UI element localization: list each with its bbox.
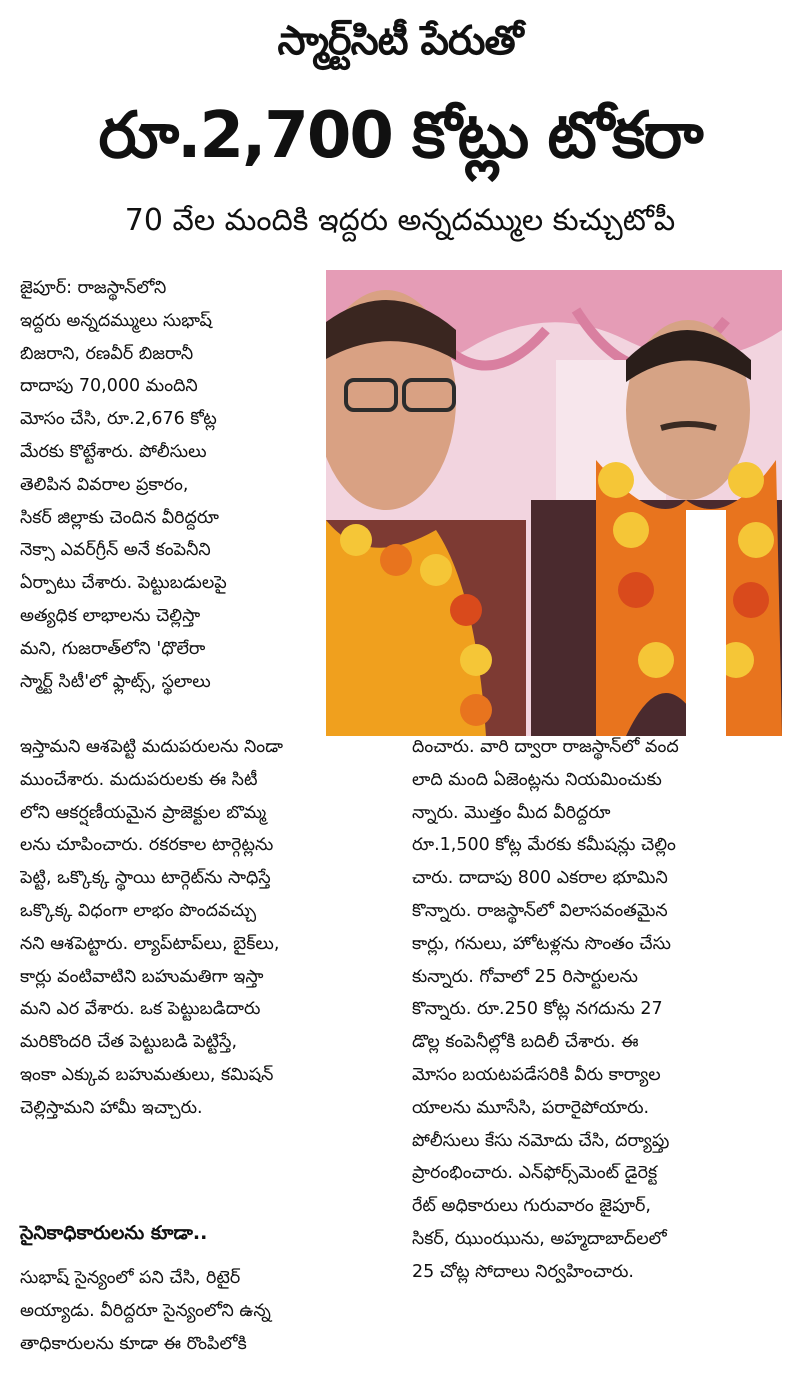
article-column-1-bottom (20, 1262, 398, 1360)
text-line: జైపూర్: రాజస్థాన్‌లోని (20, 278, 167, 298)
text-line: లాది మంది ఏజెంట్లను నియమించుకు (412, 769, 662, 790)
text-line: సికర్, ఝుంఝును, అహ్మదాబాద్‌లలో (412, 1228, 667, 1249)
text-line: రూ.1,500 కోట్ల మేరకు కమీషన్లు చెల్లిం (412, 835, 676, 856)
text-line: మని, గుజరాత్‌లోని 'ధొలేరా (20, 638, 206, 659)
text-line: యాలను మూసేసి, పరారైపోయారు. (412, 1097, 650, 1118)
text-line: ఇద్దరు అన్నదమ్ములు సుభాష్ (20, 310, 212, 331)
section-subheading: సైనికాధికారులను కూడా.. (20, 1222, 208, 1244)
article-column-1-top (20, 272, 320, 698)
text-line: నని ఆశపెట్టారు. ల్యాప్‌టాప్‌లు, బైక్‌లు, (20, 933, 280, 954)
text-line: చెల్లిస్తామని హామీ ఇచ్చారు. (20, 1097, 203, 1118)
text-line: ఇస్తామని ఆశపెట్టి మదుపరులను నిండా (20, 737, 283, 757)
photo-two-men-with-garlands (326, 270, 782, 736)
text-line: కొన్నారు. రూ.250 కోట్ల నగదును 27 (412, 999, 663, 1020)
text-line: ఇంకా ఎక్కువ బహుమతులు, కమిషన్ (20, 1064, 274, 1085)
article-column-1-wide (20, 731, 398, 1125)
text-line: చారు. దాదాపు 800 ఎకరాల భూమిని (412, 868, 668, 889)
text-line: దాదాపు 70,000 మందిని (20, 376, 198, 397)
text-line: ముంచేశారు. మదుపరులకు ఈ సిటీ (20, 769, 258, 790)
text-line: డొల్ల కంపెనీల్లోకి బదిలీ చేశారు. ఈ (412, 1032, 639, 1053)
text-line: పోలీసులు కేసు నమోదు చేసి, దర్యాప్తు (412, 1130, 670, 1151)
text-line: న్నారు. మొత్తం మీద వీరిద్దరూ (412, 802, 611, 823)
text-line: అయ్యాడు. వీరిద్దరూ సైన్యంలోని ఉన్న (20, 1300, 271, 1321)
text-line: కార్లు, గనులు, హోటళ్లను సొంతం చేసు (412, 933, 671, 954)
text-line: మోసం బయటపడేసరికి వీరు కార్యాల (412, 1064, 661, 1085)
text-line: మరికొందరి చేత పెట్టుబడి పెట్టిస్తే, (20, 1032, 238, 1053)
text-line: మేరకు కొట్టేశారు. పోలీసులు (20, 441, 207, 462)
headline-main: రూ.2,700 కోట్లు టోకరా (98, 99, 702, 173)
article-column-2 (412, 731, 782, 1289)
headline-kicker: స్మార్ట్‌సిటీ పేరుతో (277, 18, 523, 64)
text-line: లను చూపించారు. రకరకాల టార్గెట్లను (20, 835, 274, 856)
text-line: సికర్ జిల్లాకు చెందిన వీరిద్దరూ (20, 507, 219, 528)
text-line: రేట్ అధికారులు గురువారం జైపూర్, (412, 1196, 651, 1217)
text-line: తెలిపిన వివరాల ప్రకారం, (20, 474, 189, 495)
text-line: కార్లు వంటివాటిని బహుమతిగా ఇస్తా (20, 966, 264, 987)
headline-deck: 70 వేల మందికి ఇద్దరు అన్నదమ్ముల కుచ్చుటోపీ (124, 203, 676, 238)
text-line: నెక్సా ఎవర్‌గ్రీన్ అనే కంపెనీని (20, 540, 211, 561)
news-photo (326, 270, 782, 736)
text-line: 25 చోట్ల సోదాలు నిర్వహించారు. (412, 1261, 634, 1282)
text-line: ఒక్కొక్క విధంగా లాభం పొందవచ్చు (20, 900, 257, 921)
text-line: పెట్టి, ఒక్కొక్క స్థాయి టార్గెట్‌ను సాధిస్తే (20, 868, 271, 889)
text-line: మోసం చేసి, రూ.2,676 కోట్ల (20, 409, 217, 430)
text-line: దించారు. వారి ద్వారా రాజస్థాన్‌లో వంద (412, 737, 679, 757)
text-line: ప్రారంభించారు. ఎన్‌ఫోర్స్‌మెంట్ డైరెక్ట (412, 1163, 658, 1184)
text-line: కొన్నారు. రాజస్థాన్‌లో విలాసవంతమైన (412, 900, 668, 921)
text-line: మని ఎర వేశారు. ఒక పెట్టుబడిదారు (20, 999, 261, 1020)
text-line: బిజరాని, రణవీర్ బిజరానీ (20, 343, 194, 364)
text-line: అత్యధిక లాభాలను చెల్లిస్తా (20, 605, 201, 626)
text-line: ఏర్పాటు చేశారు. పెట్టుబడులపై (20, 573, 227, 594)
text-line: కున్నారు. గోవాలో 25 రిసార్టులను (412, 966, 638, 987)
text-line: సుభాష్ సైన్యంలో పని చేసి, రిటైర్ (20, 1268, 241, 1288)
text-line: తాధికారులను కూడా ఈ రొంపిలోకి (20, 1333, 247, 1354)
text-line: స్మార్ట్ సిటీ'లో ఫ్లాట్స్, స్థలాలు (20, 671, 211, 692)
text-line: లోని ఆకర్షణీయమైన ప్రాజెక్టుల బొమ్మ (20, 802, 267, 823)
